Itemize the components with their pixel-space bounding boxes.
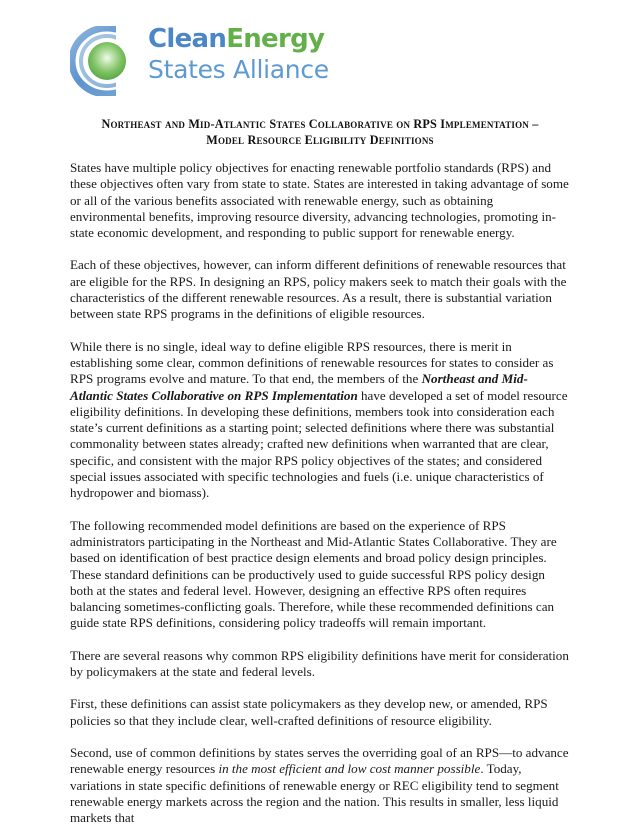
paragraph-3-text-a: While there is no single, ideal way to define eligible RPS resources, there is merit in establishing some clear, common definitions of renewable resources for states to consider as RPS programs evolve and mature. To that end, the members of the — [70, 338, 554, 387]
document-title — [70, 116, 570, 148]
paragraph-6: First, these definitions can assist state policymakers as they develop new, or amended, RPS policies so that they include clear, well-crafted definitions of resource eligibility. — [70, 696, 548, 728]
logo-wordmark — [148, 24, 368, 84]
logo-word-energy: Energy — [226, 24, 325, 54]
paragraph-7-text-a: Second, use of common definitions by states serves the overriding goal of an RPS—to advance renewable energy resources — [70, 744, 569, 777]
organization-logo — [70, 24, 370, 100]
document-body — [70, 160, 570, 826]
paragraph-1: States have multiple policy objectives for enacting renewable portfolio standards (RPS) and these objectives often vary from state to state. States are interested in taking advantage of some or all of the various benefits associated with renewable energy, such as obtaining environmental benefits, improving resource diversity, advancing technologies, promoting in-state economic development, and responding to public support for renewable energy. — [70, 160, 569, 241]
csa-logo-mark-icon — [70, 26, 144, 96]
logo-line-two: States Alliance — [148, 55, 329, 84]
paragraph-7-emphasis: in the most efficient and low cost manner possible — [218, 761, 481, 777]
paragraph-5: There are several reasons why common RPS eligibility definitions have merit for consideration by policymakers at the state and federal levels. — [70, 647, 569, 680]
logo-word-clean: Clean — [148, 24, 227, 54]
paragraph-3-text-b: have developed a set of model resource eligibility definitions. In developing these definitions, members took into consideration each state’s current definitions as a starting point; selected definitions where there was substantial commonality between states already; crafted new definitions when warranted that are clear, specific, and consistent with the major RPS policy objectives of the states; and considered special issues associated with specific technologies and fuels (i.e. unique characteristics of hydropower and biomass). — [70, 387, 568, 501]
logo-line-one — [148, 24, 368, 54]
document-title-line-1: Northeast and Mid-Atlantic States Collaborative on RPS Implementation – — [101, 117, 539, 131]
paragraph-3-emphasis: Northeast and Mid-Atlantic States Collaborative on RPS Implementation — [70, 371, 528, 403]
paragraph-3 — [70, 339, 570, 502]
document-title-line-2: Model Resource Eligibility Definitions — [206, 133, 434, 147]
paragraph-2: Each of these objectives, however, can inform different definitions of renewable resources that are eligible for the RPS. In designing an RPS, policy makers seek to match their goals with the characteristics of the different renewable resources. As a result, there is substantial variation between state RPS programs in the definitions of eligible resources. — [70, 257, 567, 322]
paragraph-7-text-b: . Today, variations in state specific definitions of renewable energy or REC eligibility tend to segment renewable energy markets across the region and the nation. This results in smaller, less liquid markets that — [70, 761, 559, 826]
paragraph-4: The following recommended model definitions are based on the experience of RPS administrators participating in the Northeast and Mid-Atlantic States Collaborative. They are based on identification of best practice design elements and broad policy design principles. These standard definitions can be productively used to guide successful RPS policy design both at the states and federal level. However, designing an effective RPS often requires balancing sometimes-conflicting goals. Therefore, while these recommended definitions can guide state RPS definitions, considering policy tradeoffs will remain important. — [70, 517, 557, 631]
paragraph-7 — [70, 745, 570, 826]
